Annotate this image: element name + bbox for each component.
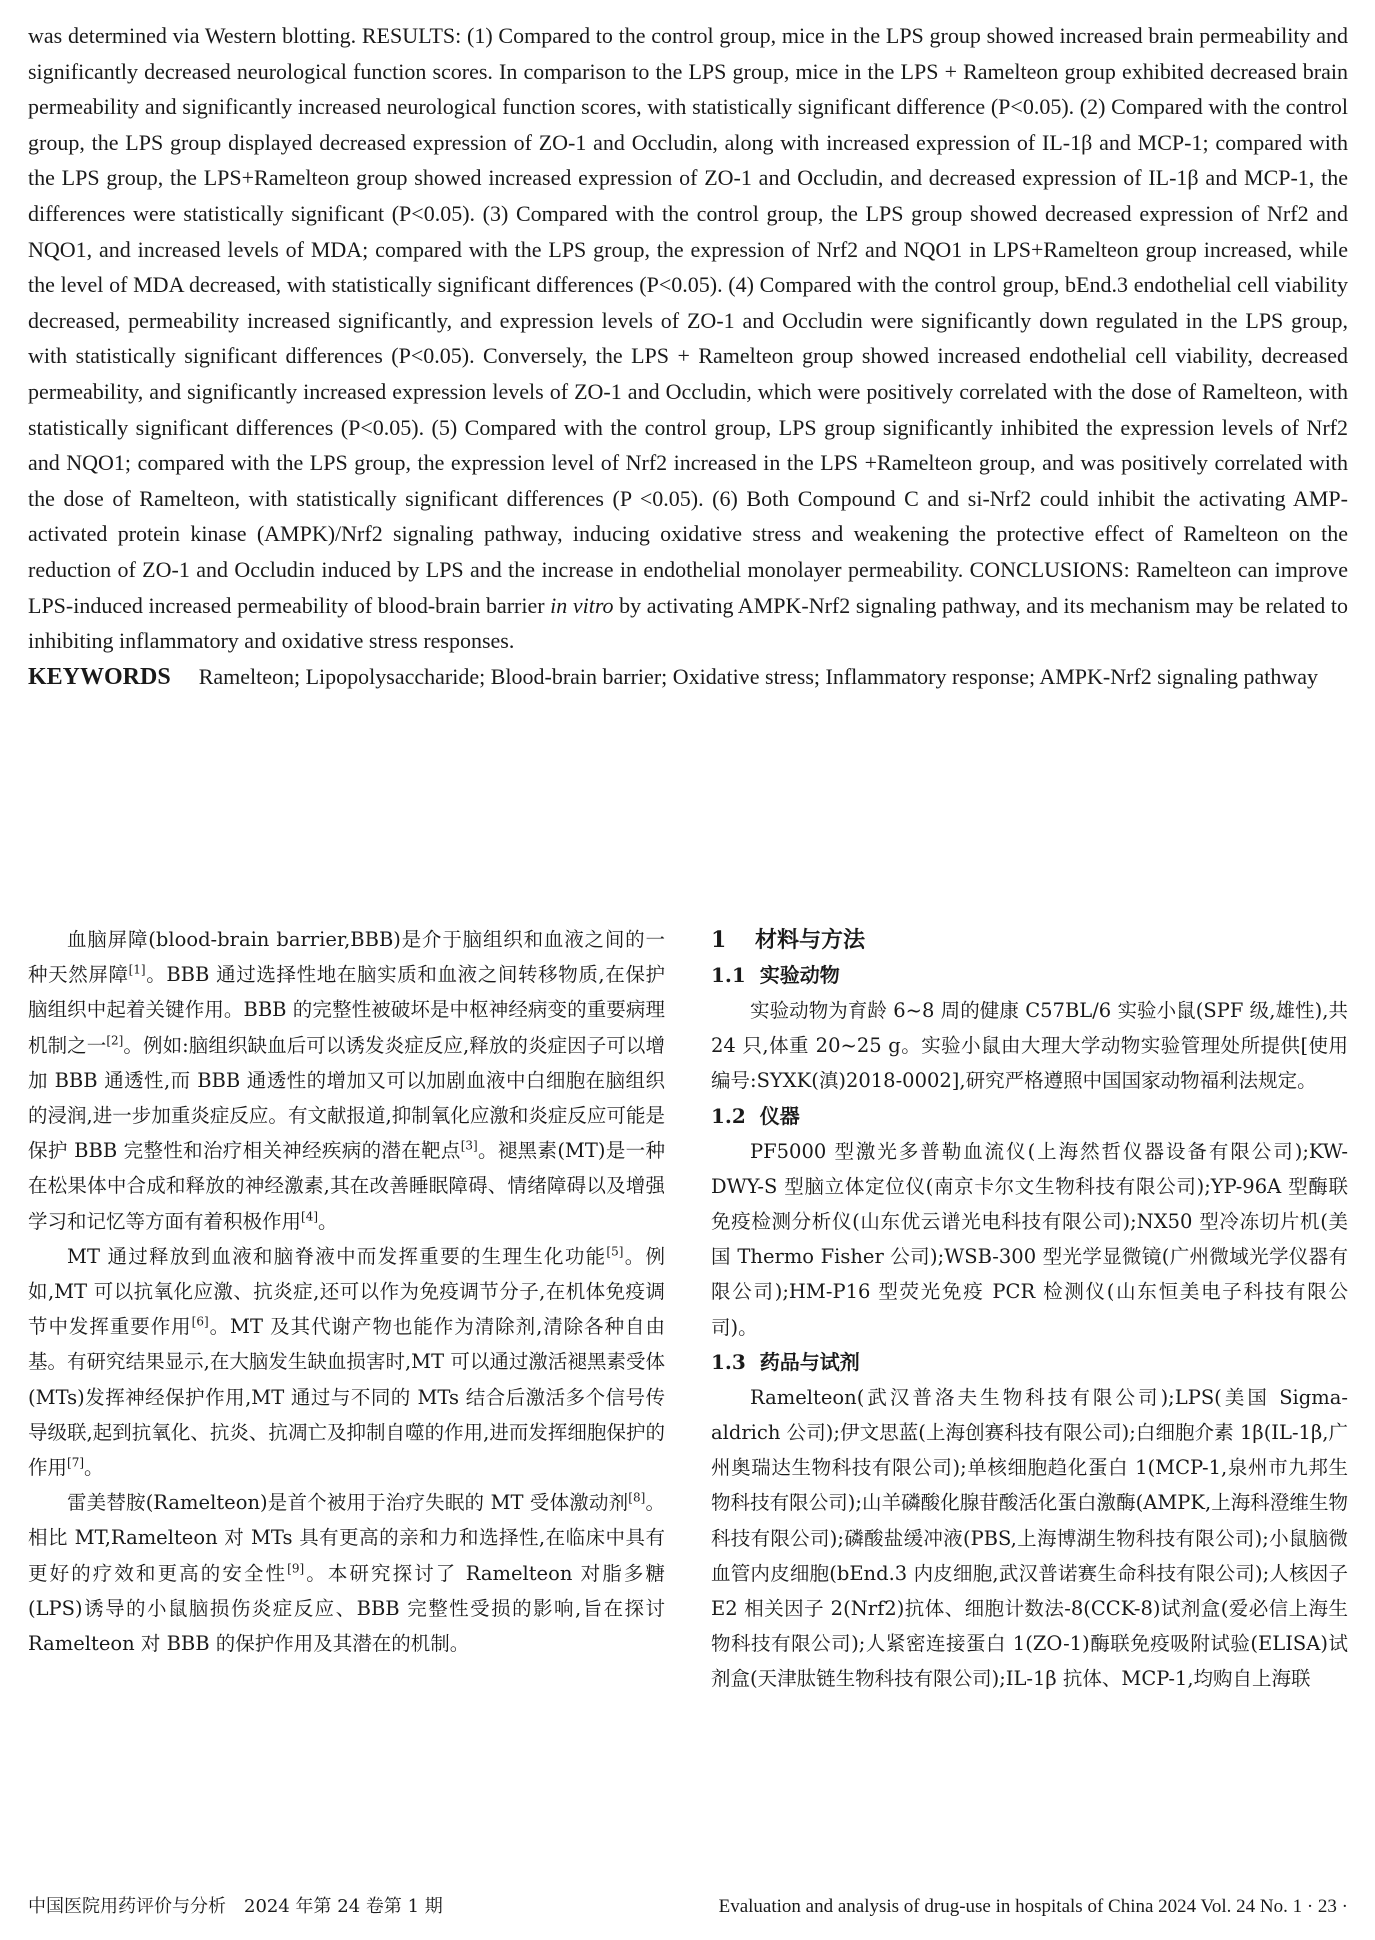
text: 雷美替胺(Ramelteon)是首个被用于治疗失眠的 MT 受体激动剂	[67, 1491, 629, 1515]
abstract-text: was determined via Western blotting. RESULTS: (1) Compared to the control group, mice in the LPS group showed increased brain permeability and significantly decreased neurological function scores. In comparison to the LPS group, mice in the LPS + Ramelteon group exhibited decreased brain permeability and significantly increased neurological function scores, with statistically significant difference (P<0.05). (2) Compared with the control group, the LPS group displayed decreased expression of ZO-1 and Occludin, along with increased expression of IL-1β and MCP-1; compared with the LPS group, the LPS+Ramelteon group showed increased expression of ZO-1 and Occludin, and decreased expression of IL-1β and MCP-1, the differences were statistically significant (P<0.05). (3) Compared with the control group, the LPS group showed decreased expression of Nrf2 and NQO1, and increased levels of MDA; compared with the LPS group, the expression of Nrf2 and NQO1 in LPS+Ramelteon group increased, while the level of MDA decreased, with statistically significant differences (P<0.05). (4) Compared with the control group, bEnd.3 endothelial cell viability decreased, permeability increased significantly, and expression levels of ZO-1 and Occludin were significantly down regulated in the LPS group, with statistically significant differences (P<0.05). Conversely, the LPS + Ramelteon group showed increased endothelial cell viability, decreased permeability, and significantly increased expression levels of ZO-1 and Occludin, which were positively correlated with the dose of Ramelteon, with statistically significant differences (P<0.05). (5) Compared with the control group, LPS group significantly inhibited the expression levels of Nrf2 and NQO1; compared with the LPS group, the expression level of Nrf2 increased in the LPS +Ramelteon group, and was positively correlated with the dose of Ramelteon, with statistically significant differences (P <0.05). (6) Both Compound C and si-Nrf2 could inhibit the activating AMP-activated protein kinase (AMPK)/Nrf2 signaling pathway, inducing oxidative stress and weakening the protective effect of Ramelteon on the reduction of ZO-1 and Occludin induced by LPS and the increase in endothelial monolayer permeability. CONCLUSIONS: Ramelteon can improve LPS-induced increased permeability of blood-brain barrier	[28, 23, 1348, 618]
subsection-heading-1-3	[711, 1345, 1348, 1380]
intro-paragraph-2	[28, 1239, 665, 1485]
subsection-number: 1.1	[711, 963, 746, 987]
paragraph-instruments: PF5000 型激光多普勒血流仪(上海然哲仪器设备有限公司);KW-DWY-S 型脑立体定位仪(南京卡尔文生物科技有限公司);YP-96A 型酶联免疫检测分析仪(山东优云谱光电科技有限公司);NX50 型冷冻切片机(美国 Thermo Fisher 公司);WSB-300 型光学显微镜(广州微域光学仪器有限公司);HM-P16 型荧光免疫 PCR 检测仪(山东恒美电子科技有限公司)。	[711, 1139, 1348, 1339]
subsection-title: 仪器	[759, 1103, 800, 1128]
citation: [6]	[191, 1314, 209, 1329]
section-title: 材料与方法	[755, 927, 866, 953]
abstract-body	[28, 18, 1348, 659]
subsection-heading-1-1	[711, 958, 1348, 993]
text: 。	[84, 1456, 104, 1480]
section-heading-1	[711, 922, 1348, 958]
text: 。例如,MT 可以抗氧化应激、抗炎症,还可以作为免疫调节分子,在机体免疫调节中发挥重要作用	[28, 1244, 665, 1339]
citation: [4]	[301, 1209, 319, 1224]
text: 血脑屏障(blood-brain barrier,BBB)是介于脑组织和血液之间的一种天然屏障	[28, 928, 665, 987]
abstract	[28, 18, 1348, 695]
citation: [8]	[628, 1490, 646, 1505]
citation: [1]	[128, 962, 146, 977]
text: 。本研究探讨了 Ramelteon 对脂多糖(LPS)诱导的小鼠脑损伤炎症反应、BBB 完整性受损的影响,旨在探讨 Ramelteon 对 BBB 的保护作用及其潜在的机制。	[28, 1561, 665, 1656]
citation: [9]	[287, 1561, 305, 1576]
abstract-text-end: by activating AMPK-Nrf2 signaling pathway, and its mechanism may be related to inhibiting inflammatory and oxidative stress responses.	[28, 592, 1348, 654]
citation: [3]	[460, 1138, 478, 1153]
text: 。BBB 通过选择性地在脑实质和血液之间转移物质,在保护脑组织中起着关键作用。BBB 的完整性被破坏是中枢神经病变的重要病理机制之一	[28, 963, 665, 1057]
keywords-list: Ramelteon; Lipopolysaccharide; Blood-brain barrier; Oxidative stress; Inflammatory response; AMPK-Nrf2 signaling pathway	[198, 663, 1318, 689]
subsection-title: 实验动物	[759, 963, 840, 987]
right-column	[711, 922, 1348, 1697]
abstract-italic: in vitro	[550, 592, 614, 618]
text: MT 通过释放到血液和脑脊液中而发挥重要的生理生化功能	[67, 1244, 607, 1268]
citation: [7]	[67, 1455, 85, 1470]
keywords-label: KEYWORDS	[28, 663, 171, 690]
intro-paragraph-3	[28, 1485, 665, 1661]
subsection-number: 1.2	[711, 1103, 746, 1128]
text: 。褪黑素(MT)是一种在松果体中合成和释放的神经激素,其在改善睡眠障碍、情绪障碍以及增强学习和记忆等方面有着积极作用	[28, 1139, 665, 1233]
keywords	[28, 659, 1348, 696]
subsection-title: 药品与试剂	[759, 1349, 860, 1374]
text: 。相比 MT,Ramelteon 对 MTs 具有更高的亲和力和选择性,在临床中具有更好的疗效和更高的安全性	[28, 1491, 665, 1585]
subsection-heading-1-2	[711, 1099, 1348, 1134]
journal-chinese: 中国医院用药评价与分析 2024 年第 24 卷第 1 期	[28, 1896, 443, 1917]
intro-paragraph-1	[28, 922, 665, 1239]
paragraph-reagents: Ramelteon(武汉普洛夫生物科技有限公司);LPS(美国 Sigma-aldrich 公司);伊文思蓝(上海创赛科技有限公司);白细胞介素 1β(IL-1β,广州奥瑞达生物科技有限公司);单核细胞趋化蛋白 1(MCP-1,泉州市九邦生物科技有限公司);山羊磷酸化腺苷酸活化蛋白激酶(AMPK,上海科澄维生物科技有限公司);磷酸盐缓冲液(PBS,上海博湖生物科技有限公司);小鼠脑微血管内皮细胞(bEnd.3 内皮细胞,武汉普诺赛生命科技有限公司);人核因子 E2 相关因子 2(Nrf2)抗体、细胞计数法-8(CCK-8)试剂盒(爱必信上海生物科技有限公司);人紧密连接蛋白 1(ZO-1)酶联免疫吸附试验(ELISA)试剂盒(天津肽链生物科技有限公司);IL-1β 抗体、MCP-1,均购自上海联	[711, 1385, 1348, 1691]
subsection-number: 1.3	[711, 1349, 746, 1374]
citation: [2]	[106, 1033, 124, 1048]
text: 。例如:脑组织缺血后可以诱发炎症反应,释放的炎症因子可以增加 BBB 通透性,而 BBB 通透性的增加又可以加剧血液中白细胞在脑组织的浸润,进一步加重炎症反应。有文献报道,抑制氧化应激和炎症反应可能是保护 BBB 完整性和治疗相关神经疾病的潜在靶点	[28, 1033, 665, 1163]
journal-english: Evaluation and analysis of drug-use in hospitals of China 2024 Vol. 24 No. 1 · 23 ·	[718, 1896, 1348, 1917]
left-column	[28, 922, 665, 1661]
paragraph-animals: 实验动物为育龄 6~8 周的健康 C57BL/6 实验小鼠(SPF 级,雄性),共 24 只,体重 20~25 g。实验小鼠由大理大学动物实验管理处所提供[使用编号:SYXK(滇)2018-0002],研究严格遵照中国国家动物福利法规定。	[711, 999, 1348, 1093]
text: 。	[318, 1209, 338, 1233]
section-number: 1	[711, 927, 727, 953]
text: 。MT 及其代谢产物也能作为清除剂,清除各种自由基。有研究结果显示,在大脑发生缺血损害时,MT 可以通过激活褪黑素受体(MTs)发挥神经保护作用,MT 通过与不同的 MTs 结合后激活多个信号传导级联,起到抗氧化、抗炎、抗凋亡及抑制自噬的作用,进而发挥细胞保护的作用	[28, 1315, 665, 1480]
citation: [5]	[606, 1244, 624, 1259]
